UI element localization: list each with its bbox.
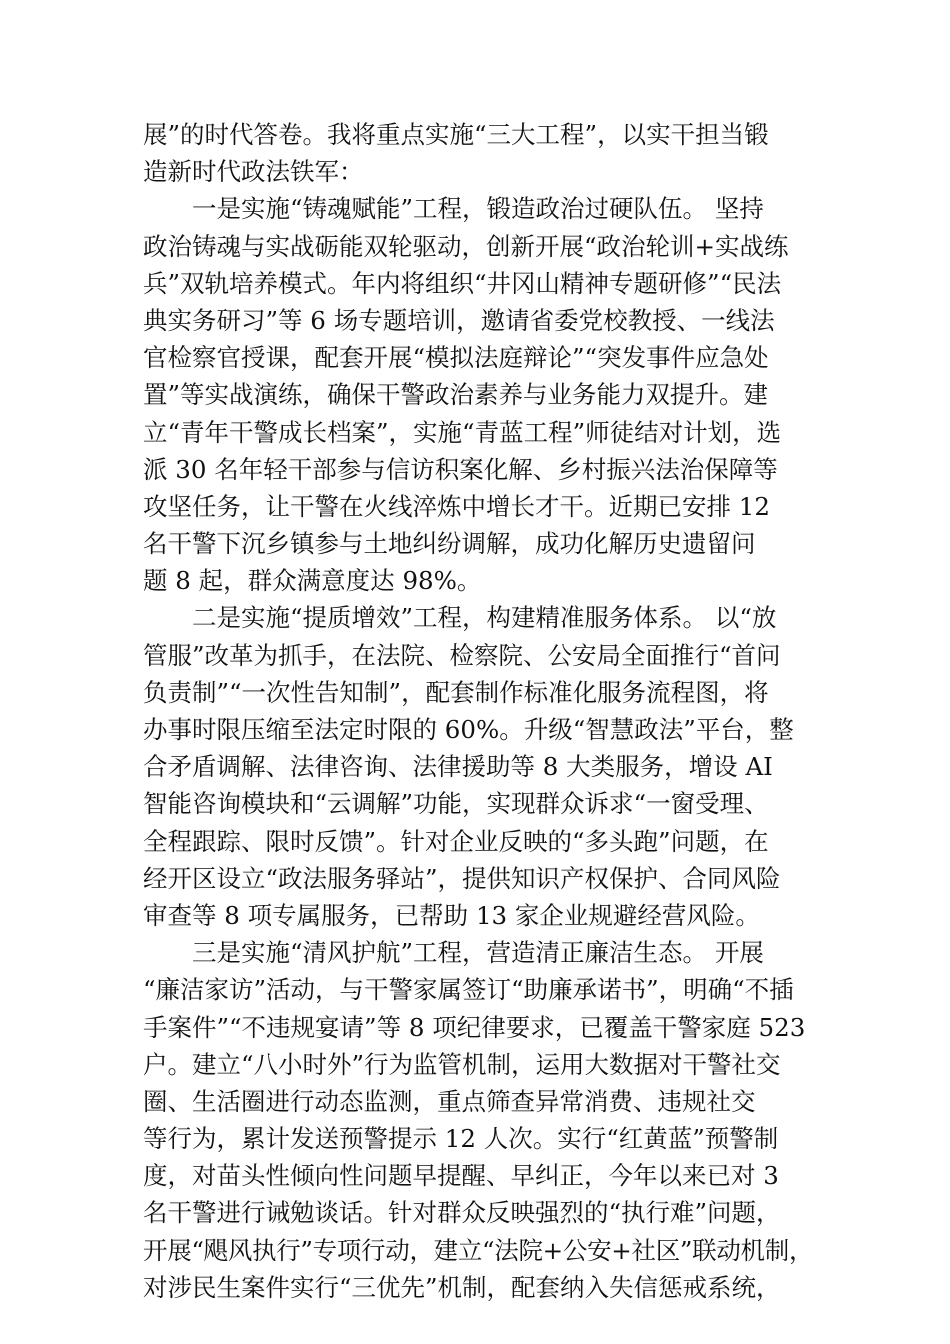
text-line: 等行为，累计发送预警提示 12 人次。实行“红黄蓝”预警制 <box>143 1124 779 1154</box>
text-line: 审查等 8 项专属服务，已帮助 13 家企业规避经营风险。 <box>143 900 760 930</box>
text-line: 攻坚任务，让干警在火线淬炼中增长才干。近期已安排 12 <box>143 491 770 521</box>
text-line: 二是实施“提质增效”工程，构建精准服务体系。 以“放 <box>192 603 777 633</box>
text-line: 度，对苗头性倾向性问题早提醒、早纠正，今年以来已对 3 <box>143 1161 779 1191</box>
text-line: 对涉民生案件实行“三优先”机制，配套纳入失信惩戒系统， <box>143 1272 781 1302</box>
text-line: 置”等实战演练，确保干警政治素养与业务能力双提升。建 <box>143 380 769 410</box>
document-body <box>143 116 813 1306</box>
text-line: 负责制”“一次性告知制”，配套制作标准化服务流程图，将 <box>143 677 769 707</box>
text-line: 手案件”“不违规宴请”等 8 项纪律要求，已覆盖干警家庭 523 <box>143 1012 806 1042</box>
text-line: 立“青年干警成长档案”，实施“青蓝工程”师徒结对计划，选 <box>143 417 782 447</box>
text-line: 兵”双轨培养模式。年内将组织“井冈山精神专题研修”“民法 <box>143 268 782 298</box>
text-line: 开展“飓风执行”专项行动，建立“法院+公安+社区”联动机制， <box>143 1235 814 1265</box>
text-line: 经开区设立“政法服务驿站”，提供知识产权保护、合同风险 <box>143 863 781 893</box>
text-line: 管服”改革为抓手，在法院、检察院、公安局全面推行“首问 <box>143 640 781 670</box>
text-line: 三是实施“清风护航”工程，营造清正廉洁生态。 开展 <box>192 938 764 968</box>
text-line: 名干警下沉乡镇参与土地纠纷调解，成功化解历史遗留问 <box>143 529 756 559</box>
text-line: 全程跟踪、限时反馈”。针对企业反映的“多头跑”问题，在 <box>143 826 769 856</box>
text-line: 造新时代政法铁军： <box>143 157 364 187</box>
text-line: 户。建立“八小时外”行为监管机制，运用大数据对干警社交 <box>143 1049 781 1079</box>
text-line: 题 8 起，群众满意度达 98%。 <box>143 566 482 596</box>
text-line: 官检察官授课，配套开展“模拟法庭辩论”“突发事件应急处 <box>143 343 769 373</box>
text-line: 派 30 名年轻干部参与信访积案化解、乡村振兴法治保障等 <box>143 454 778 484</box>
text-line: 智能咨询模块和“云调解”功能，实现群众诉求“一窗受理、 <box>143 789 769 819</box>
text-line: 合矛盾调解、法律咨询、法律援助等 8 大类服务，增设 AI <box>143 752 773 782</box>
text-line: 圈、生活圈进行动态监测，重点筛查异常消费、违规社交 <box>143 1086 756 1116</box>
text-line: 名干警进行诫勉谈话。针对群众反映强烈的“执行难”问题， <box>143 1198 781 1228</box>
text-line: 政治铸魂与实战砺能双轮驱动，创新开展“政治轮训+实战练 <box>143 231 789 261</box>
text-line: 一是实施“铸魂赋能”工程，锻造政治过硬队伍。 坚持 <box>192 194 764 224</box>
text-line: 典实务研习”等 6 场专题培训，邀请省委党校教授、一线法 <box>143 305 775 335</box>
text-line: “廉洁家访”活动，与干警家属签订“助廉承诺书”，明确“不插 <box>143 975 794 1005</box>
text-line: 办事时限压缩至法定时限的 60%。升级“智慧政法”平台，整 <box>143 715 794 744</box>
text-line: 展”的时代答卷。我将重点实施“三大工程”，以实干担当锻 <box>143 120 769 149</box>
